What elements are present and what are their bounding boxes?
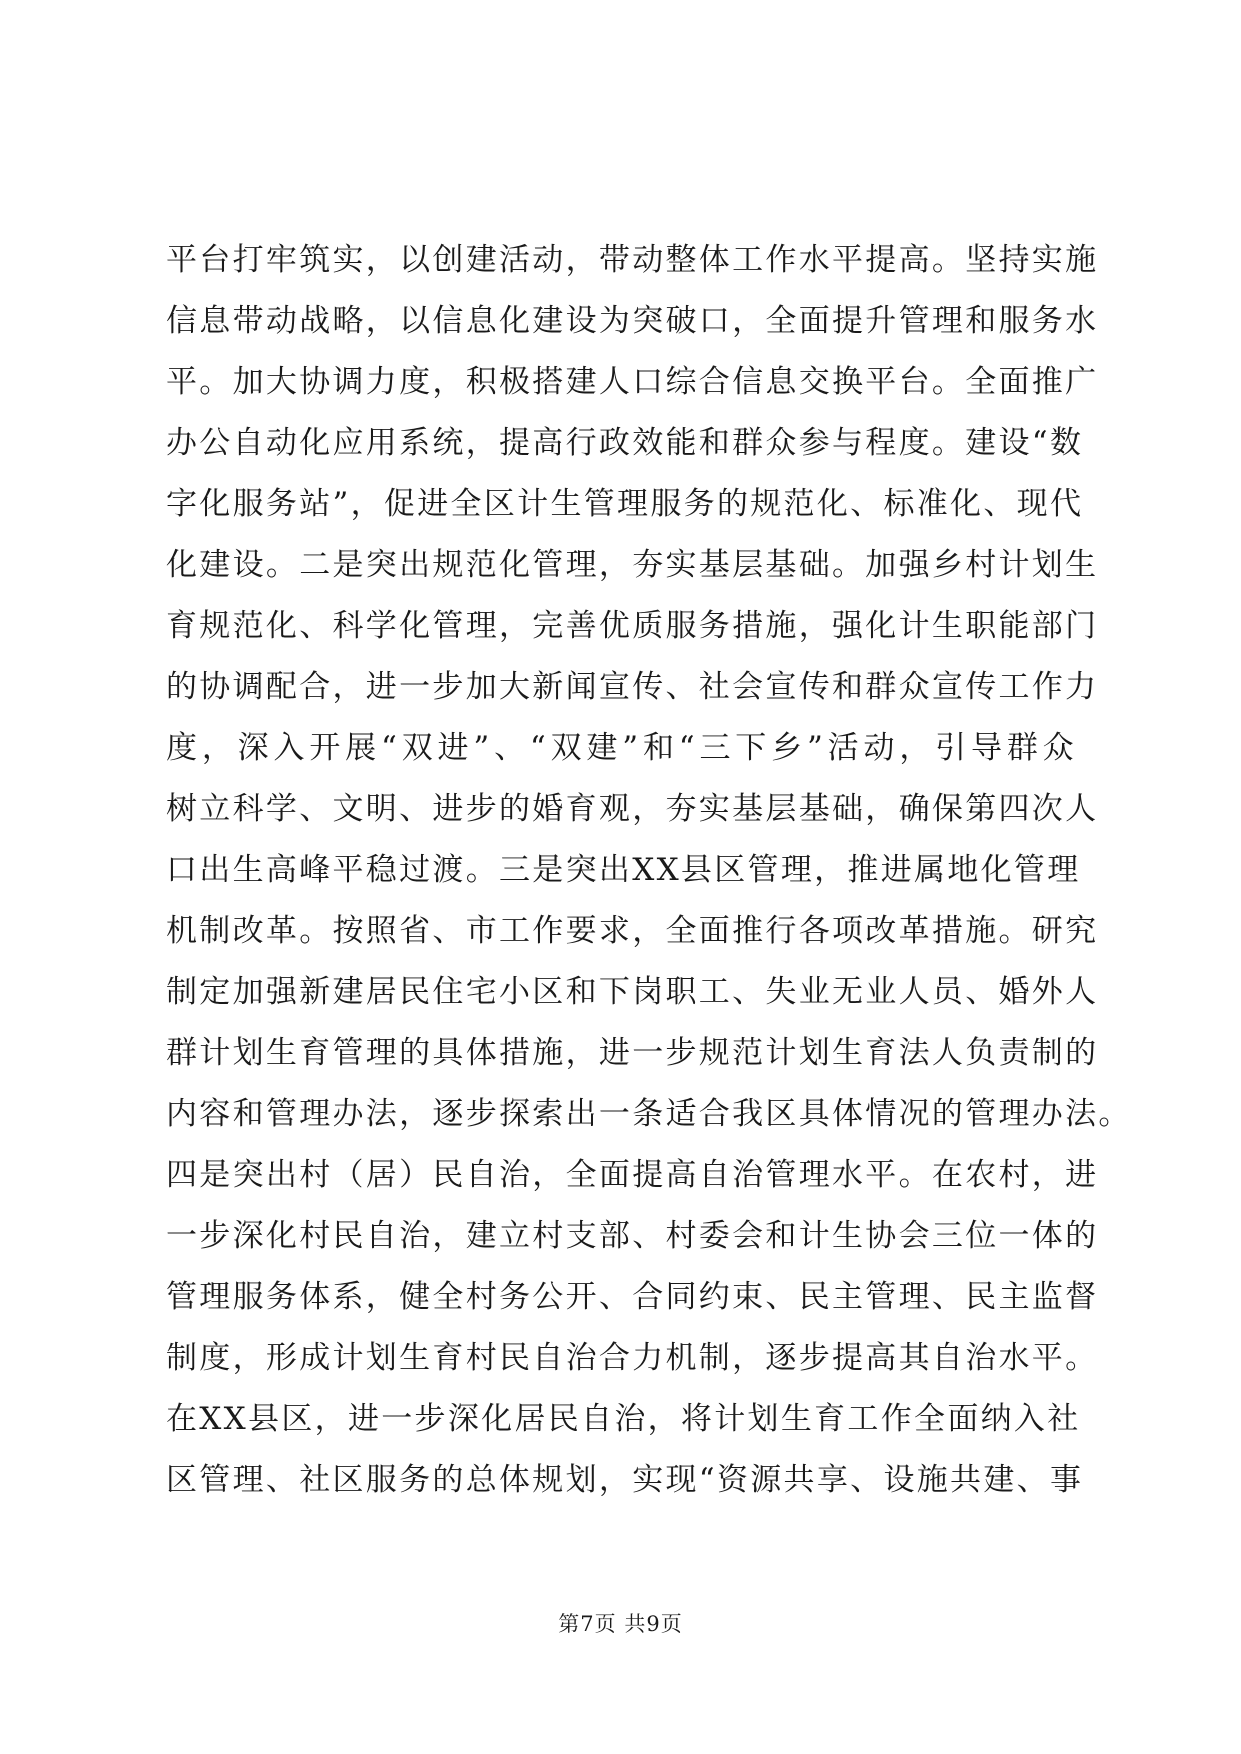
text-line-12: 机制改革。按照省、市工作要求，全面推行各项改革措施。研究 (166, 913, 1099, 949)
text-line-4: 办公自动化应用系统，提高行政效能和群众参与程度。建设“数 (166, 425, 1084, 461)
page-number-footer: 第7页 共9页 (558, 1612, 683, 1636)
text-line-21: 区管理、社区服务的总体规划，实现“资源共享、设施共建、事 (166, 1462, 1084, 1498)
text-line-18: 管理服务体系，健全村务公开、合同约束、民主管理、民主监督 (166, 1279, 1099, 1315)
text-line-20: 在XX县区，进一步深化居民自治，将计划生育工作全面纳入社 (166, 1401, 1081, 1437)
text-line-10: 树立科学、文明、进步的婚育观，夯实基层基础，确保第四次人 (166, 791, 1099, 827)
text-line-11: 口出生高峰平稳过渡。三是突出XX县区管理，推进属地化管理 (166, 852, 1081, 888)
text-line-7: 育规范化、科学化管理，完善优质服务措施，强化计生职能部门 (166, 608, 1099, 644)
text-line-17: 一步深化村民自治，建立村支部、村委会和计生协会三位一体的 (166, 1218, 1099, 1254)
text-line-19: 制度，形成计划生育村民自治合力机制，逐步提高其自治水平。 (166, 1340, 1099, 1376)
text-line-16: 四是突出村（居）民自治，全面提高自治管理水平。在农村，进 (166, 1157, 1099, 1193)
text-line-14: 群计划生育管理的具体措施，进一步规范计划生育法人负责制的 (166, 1035, 1099, 1071)
text-line-13: 制定加强新建居民住宅小区和下岗职工、失业无业人员、婚外人 (166, 974, 1099, 1010)
text-line-6: 化建设。二是突出规范化管理，夯实基层基础。加强乡村计划生 (166, 547, 1099, 583)
text-line-15: 内容和管理办法，逐步探索出一条适合我区具体情况的管理办法。 (166, 1096, 1132, 1132)
text-line-8: 的协调配合，进一步加大新闻宣传、社会宣传和群众宣传工作力 (166, 669, 1099, 705)
text-line-9: 度，深入开展“双进”、“双建”和“三下乡”活动，引导群众 (166, 730, 1076, 766)
text-line-1: 平台打牢筑实，以创建活动，带动整体工作水平提高。坚持实施 (166, 242, 1099, 278)
text-line-2: 信息带动战略，以信息化建设为突破口，全面提升管理和服务水 (166, 303, 1099, 339)
text-line-3: 平。加大协调力度，积极搭建人口综合信息交换平台。全面推广 (166, 364, 1099, 400)
text-line-5: 字化服务站”，促进全区计生管理服务的规范化、标准化、现代 (166, 486, 1084, 522)
body-paragraph (166, 230, 1132, 1511)
